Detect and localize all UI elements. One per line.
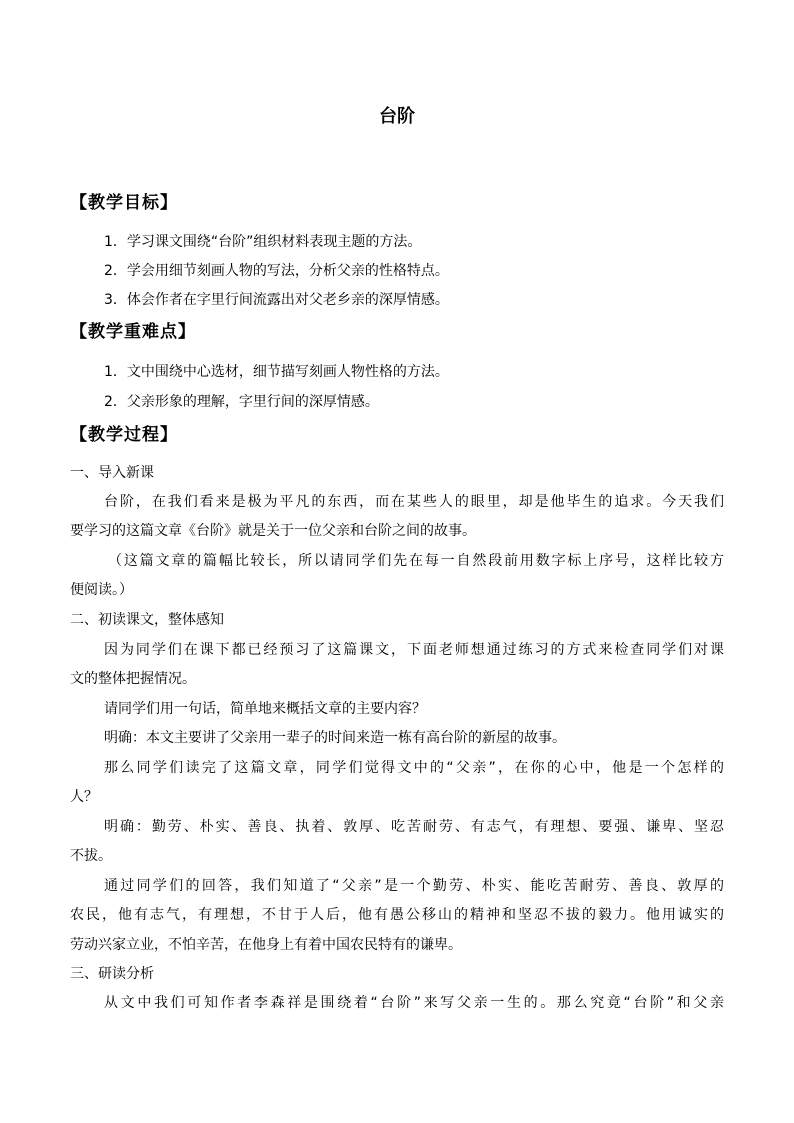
key-point-item: 2．父亲形象的理解，字里行间的深厚情感。 xyxy=(104,394,379,410)
key-point-item: 1．文中围绕中心选材，细节描写刻画人物性格的方法。 xyxy=(104,364,449,380)
paragraph-line: 劳动兴家立业，不怕辛苦，在他身上有着中国农民特有的谦卑。 xyxy=(70,937,462,953)
paragraph-line: 那么同学们读完了这篇文章，同学们觉得文中的“父亲”，在你的心中，他是一个怎样的 xyxy=(104,760,724,776)
process-heading: 【教学过程】 xyxy=(70,425,178,445)
paragraph-line: 便阅读。） xyxy=(70,582,133,598)
objectives-heading: 【教学目标】 xyxy=(70,193,178,213)
paragraph-line: 人？ xyxy=(70,789,98,805)
objective-item: 2．学会用细节刻画人物的写法，分析父亲的性格特点。 xyxy=(104,263,449,279)
paragraph-line: 因为同学们在课下都已经预习了这篇课文，下面老师想通过练习的方式来检查同学们对课 xyxy=(104,642,724,658)
paragraph-line: 明确：本文主要讲了父亲用一辈子的时间来造一栋有高台阶的新屋的故事。 xyxy=(104,730,566,746)
paragraph-line: 通过同学们的回答，我们知道了“父亲”是一个勤劳、朴实、能吃苦耐劳、善良、敦厚的 xyxy=(104,878,724,894)
objective-item: 1．学习课文围绕“台阶”组织材料表现主题的方法。 xyxy=(104,234,422,250)
objective-item: 3．体会作者在字里行间流露出对父老乡亲的深厚情感。 xyxy=(104,292,449,308)
paragraph-line: 请同学们用一句话，简单地来概括文章的主要内容？ xyxy=(104,701,426,717)
paragraph-line: 农民，他有志气，有理想，不甘于人后，他有愚公移山的精神和坚忍不拔的毅力。他用诚实的 xyxy=(70,907,724,923)
section-title: 三、研读分析 xyxy=(70,966,154,982)
paragraph-line: （这篇文章的篇幅比较长，所以请同学们先在每一自然段前用数字标上序号，这样比较方 xyxy=(108,553,724,569)
section-title: 二、初读课文，整体感知 xyxy=(70,612,224,628)
paragraph-line: 文的整体把握情况。 xyxy=(70,671,196,687)
paragraph-line: 台阶，在我们看来是极为平凡的东西，而在某些人的眼里，却是他毕生的追求。今天我们 xyxy=(104,494,724,510)
paragraph-line: 从文中我们可知作者李森祥是围绕着“台阶”来写父亲一生的。那么究竟“台阶”和父亲 xyxy=(104,995,724,1011)
paragraph-line: 不拔。 xyxy=(70,848,112,864)
section-title: 一、导入新课 xyxy=(70,465,154,481)
document-title: 台阶 xyxy=(379,106,415,127)
paragraph-line: 要学习的这篇文章《台阶》就是关于一位父亲和台阶之间的故事。 xyxy=(70,523,476,539)
key-points-heading: 【教学重难点】 xyxy=(70,322,196,342)
paragraph-line: 明确：勤劳、朴实、善良、执着、敦厚、吃苦耐劳、有志气，有理想、要强、谦卑、坚忍 xyxy=(104,819,724,835)
